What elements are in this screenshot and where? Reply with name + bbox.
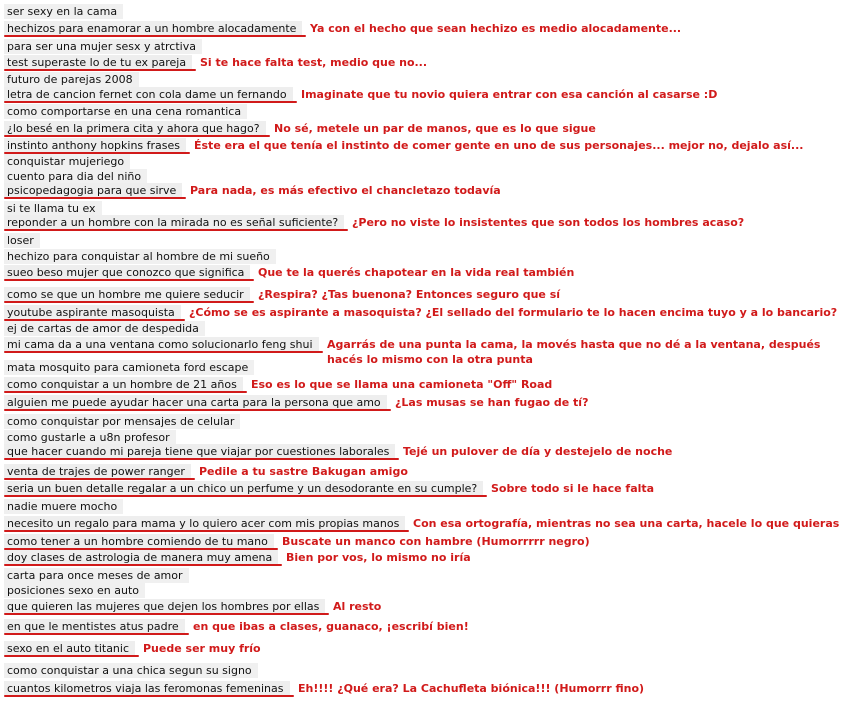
annotation-comment: Tejé un pulover de día y destejelo de noche <box>403 445 673 458</box>
list-item <box>0 662 852 679</box>
list-item <box>0 286 852 303</box>
list-item <box>0 120 852 137</box>
annotation-comment: Pedile a tu sastre Bakugan amigo <box>199 465 408 478</box>
annotation-comment: ¿Respira? ¿Tas buenona? Entonces seguro que sí <box>258 288 561 301</box>
list-item <box>0 86 852 103</box>
list-item <box>0 394 852 411</box>
red-underline <box>4 229 348 231</box>
annotation-comment: Si te hace falta test, medio que no... <box>200 56 428 69</box>
annotation-comment: No sé, metele un par de manos, que es lo que sigue <box>274 122 596 135</box>
red-underline <box>4 301 254 303</box>
list-item <box>0 54 852 71</box>
list-item <box>0 320 852 337</box>
annotation-comment: ¿Pero no viste lo insistentes que son todos los hombres acaso? <box>352 216 745 229</box>
list-item <box>0 515 852 532</box>
search-suggestion[interactable]: nadie muere mocho <box>4 499 123 514</box>
annotation-comment: Eh!!!! ¿Qué era? La Cachufleta biónica!!! (Humorrr fino) <box>298 682 645 695</box>
red-underline <box>4 35 306 37</box>
list-item <box>0 549 852 566</box>
search-suggestion[interactable]: doy clases de astrologia de manera muy amena <box>4 550 278 565</box>
search-suggestion[interactable]: hechizo para conquistar al hombre de mi sueño <box>4 249 276 264</box>
list-item <box>0 214 852 231</box>
list-item <box>0 232 852 249</box>
search-suggestion[interactable]: cuento para dia del niño <box>4 169 147 184</box>
red-underline <box>4 495 487 497</box>
annotation-comment: Éste era el que tenía el instinto de comer gente en uno de sus personajes... mejor no, dejalo así... <box>194 139 804 152</box>
annotation-comment: ¿Las musas se han fugao de tí? <box>395 396 589 409</box>
search-suggestion[interactable]: si te llama tu ex <box>4 201 102 216</box>
list-item <box>0 264 852 281</box>
search-suggestion[interactable]: que quieren las mujeres que dejen los hombres por ellas <box>4 599 325 614</box>
list-item <box>0 598 852 615</box>
red-underline <box>4 197 186 199</box>
search-suggestion[interactable]: como tener a un hombre comiendo de tu mano <box>4 534 274 549</box>
search-suggestion[interactable]: como conquistar a una chica segun su signo <box>4 663 258 678</box>
list-item <box>0 680 852 697</box>
search-suggestion[interactable]: ¿lo besé en la primera cita y ahora que hago? <box>4 121 266 136</box>
annotation-comment: Que te la querés chapotear en la vida real también <box>258 266 575 279</box>
search-suggestion[interactable]: letra de cancion fernet con cola dame un fernando <box>4 87 293 102</box>
list-item <box>0 103 852 120</box>
list-item <box>0 359 852 376</box>
search-suggestion[interactable]: hechizos para enamorar a un hombre alocadamente <box>4 21 302 36</box>
annotation-comment: Puede ser muy frío <box>143 642 261 655</box>
list-item <box>0 304 852 321</box>
list-item <box>0 20 852 37</box>
red-underline <box>4 633 189 635</box>
red-underline <box>4 655 139 657</box>
list-item <box>0 413 852 430</box>
list-item <box>0 498 852 515</box>
search-suggestion[interactable]: que hacer cuando mi pareja tiene que viajar por cuestiones laborales <box>4 444 395 459</box>
search-suggestion[interactable]: cuantos kilometros viaja las feromonas femeninas <box>4 681 290 696</box>
annotation-comment: ¿Cómo se es aspirante a masoquista? ¿El sellado del formulario te lo hacen encima tuyo y a lo bancario? <box>189 306 838 319</box>
red-underline <box>4 409 391 411</box>
red-underline <box>4 391 247 393</box>
search-suggestion[interactable]: psicopedagogia para que sirve <box>4 183 182 198</box>
list-item <box>0 463 852 480</box>
search-suggestion[interactable]: test superaste lo de tu ex pareja <box>4 55 192 70</box>
list-item <box>0 640 852 657</box>
annotation-comment: Buscate un manco con hambre (Humorrrrr negro) <box>282 535 590 548</box>
search-suggestion[interactable]: como conquistar a un hombre de 21 años <box>4 377 243 392</box>
red-underline <box>4 564 282 566</box>
search-suggestion[interactable]: seria un buen detalle regalar a un chico un perfume y un desodorante en su cumple? <box>4 481 483 496</box>
search-suggestion[interactable]: ser sexy en la cama <box>4 4 123 19</box>
list-item <box>0 3 852 20</box>
annotation-comment: Ya con el hecho que sean hechizo es medio alocadamente... <box>310 22 682 35</box>
list-item <box>0 376 852 393</box>
search-suggestion[interactable]: sexo en el auto titanic <box>4 641 135 656</box>
list-item <box>0 582 852 599</box>
search-suggestion[interactable]: para ser una mujer sesx y atrctiva <box>4 39 202 54</box>
annotation-comment: Con esa ortografía, mientras no sea una carta, hacele lo que quieras <box>413 517 840 530</box>
red-underline <box>4 613 329 615</box>
list-item <box>0 248 852 265</box>
annotation-comment: Bien por vos, lo mismo no iría <box>286 551 471 564</box>
search-suggestion[interactable]: sueo beso mujer que conozco que significa <box>4 265 250 280</box>
annotation-comment: Agarrás de una punta la cama, la movés hasta que no dé a la ventana, después hacés lo mismo con la otra punta <box>327 338 821 366</box>
search-suggestion[interactable]: mi cama da a una ventana como solucionarlo feng shui <box>4 337 319 352</box>
annotation-comment: Sobre todo si le hace falta <box>491 482 655 495</box>
annotation-comment: Eso es lo que se llama una camioneta "Off" Road <box>251 378 553 391</box>
annotation-comment: Al resto <box>333 600 382 613</box>
annotation-comment: Imaginate que tu novio quiera entrar con esa canción al casarse :D <box>301 88 718 101</box>
search-suggestion[interactable]: instinto anthony hopkins frases <box>4 138 186 153</box>
search-suggestion[interactable]: venta de trajes de power ranger <box>4 464 191 479</box>
annotation-comment: en que ibas a clases, guanaco, ¡escribí bien! <box>193 620 469 633</box>
list-item <box>0 533 852 550</box>
list-item <box>0 443 852 460</box>
search-suggestion[interactable]: loser <box>4 233 40 248</box>
search-suggestion[interactable]: como gustarle a u8n profesor <box>4 430 176 445</box>
list-item <box>0 480 852 497</box>
list-item <box>0 137 852 154</box>
red-underline <box>4 351 323 353</box>
search-suggestion[interactable]: ej de cartas de amor de despedida <box>4 321 205 336</box>
search-suggestion[interactable]: en que le mentistes atus padre <box>4 619 185 634</box>
search-suggestion[interactable]: necesito un regalo para mama y lo quiero acer com mis propias manos <box>4 516 405 531</box>
search-suggestion[interactable]: como conquistar por mensajes de celular <box>4 414 240 429</box>
search-suggestion[interactable]: como comportarse en una cena romantica <box>4 104 247 119</box>
list-item <box>0 336 852 366</box>
search-suggestion[interactable]: como se que un hombre me quiere seducir <box>4 287 250 302</box>
search-suggestion[interactable]: mata mosquito para camioneta ford escape <box>4 360 254 375</box>
search-suggestion[interactable]: youtube aspirante masoquista <box>4 305 181 320</box>
search-suggestion[interactable]: carta para once meses de amor <box>4 568 189 583</box>
red-underline <box>4 695 294 697</box>
search-suggestion[interactable]: alguien me puede ayudar hacer una carta para la persona que amo <box>4 395 387 410</box>
list-item <box>0 38 852 55</box>
search-suggestion[interactable]: futuro de parejas 2008 <box>4 72 139 87</box>
list-item <box>0 182 852 199</box>
red-underline <box>4 530 409 532</box>
list-item <box>0 618 852 635</box>
annotation-comment: Para nada, es más efectivo el chancletazo todavía <box>190 184 501 197</box>
red-underline <box>4 279 254 281</box>
search-suggestion[interactable]: conquistar mujeriego <box>4 154 130 169</box>
search-suggestion[interactable]: posiciones sexo en auto <box>4 583 145 598</box>
search-suggestion[interactable]: reponder a un hombre con la mirada no es señal suficiente? <box>4 215 344 230</box>
red-underline <box>4 458 399 460</box>
